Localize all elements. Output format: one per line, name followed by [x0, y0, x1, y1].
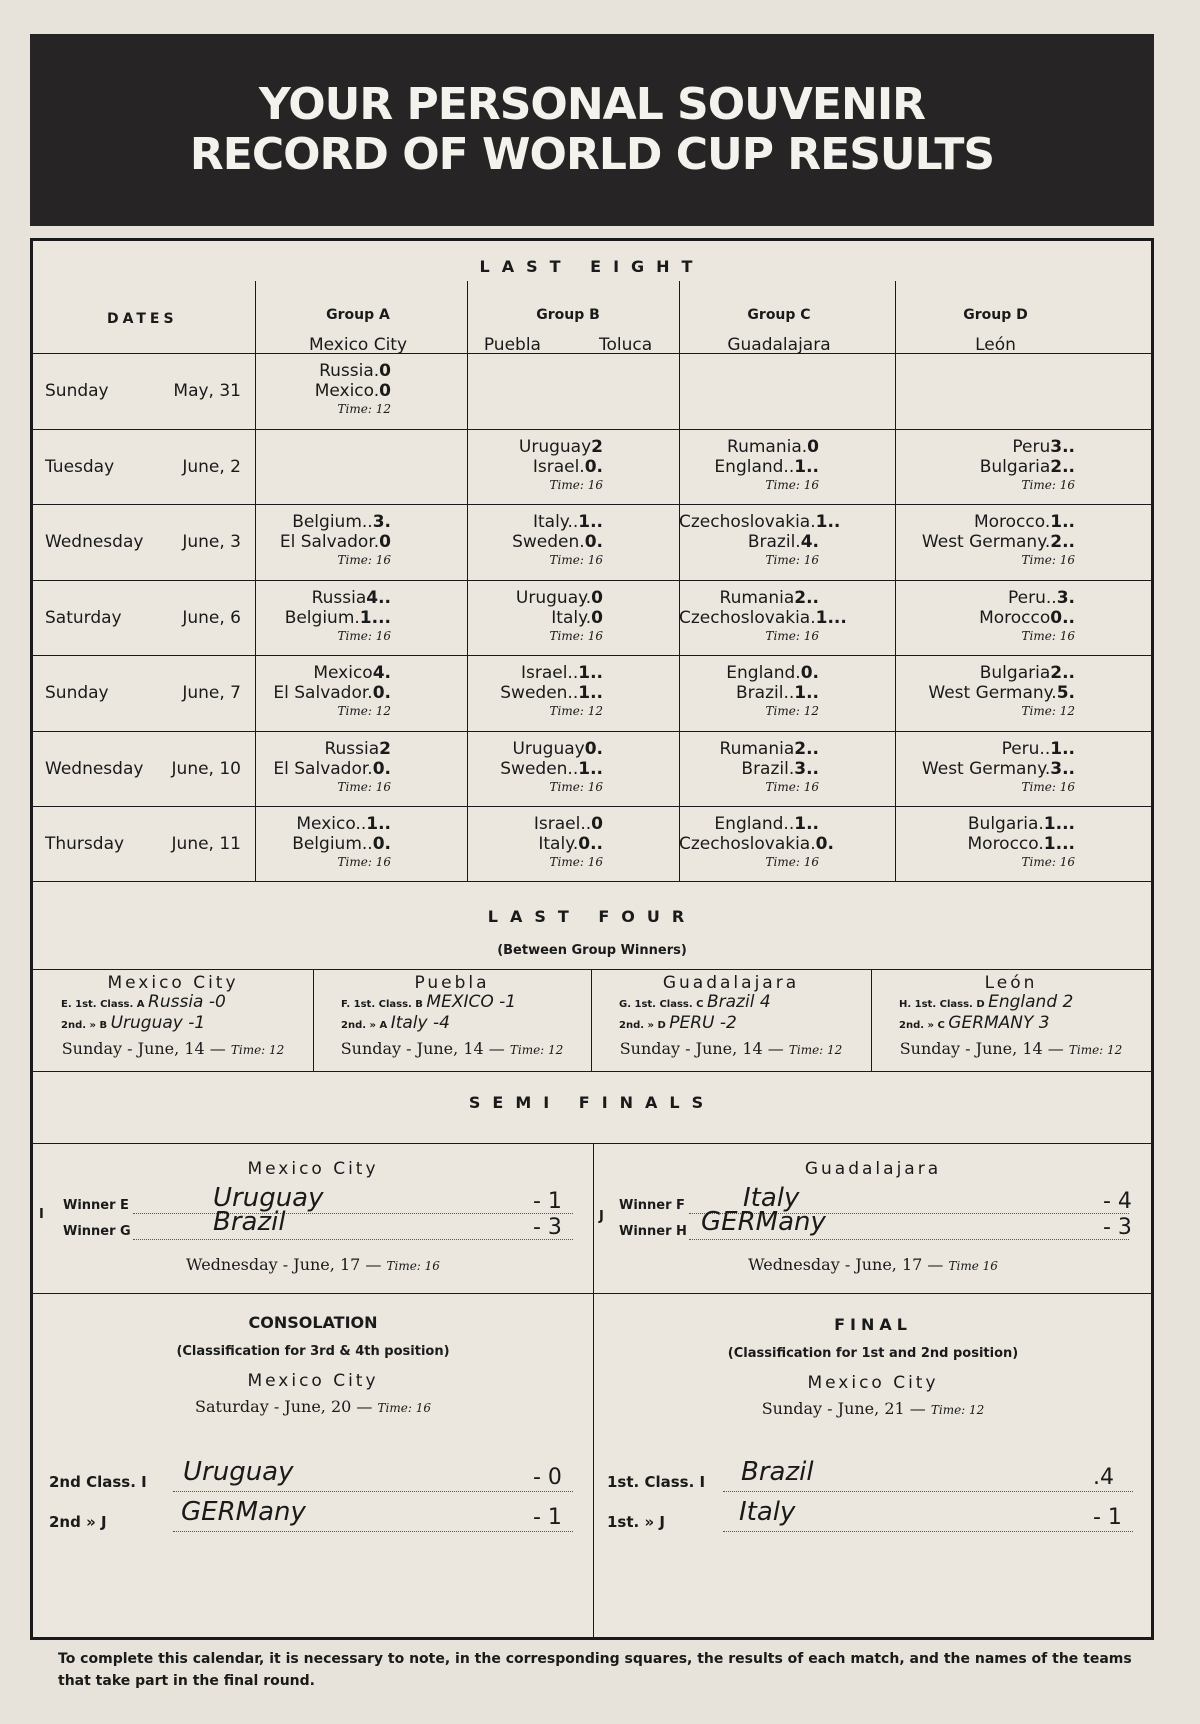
- match-group-b: [467, 814, 603, 870]
- match-time: Time: 16: [337, 553, 391, 567]
- score-1: 1..: [815, 512, 841, 532]
- final-box: FINAL (Classification for 1st and 2nd position) Mexico City Sunday - June, 21 — Time: 12 1st. Class. I Brazil .4 1st. » J Italy - 1: [593, 1293, 1153, 1638]
- match-time: Time: 12: [765, 704, 819, 718]
- score-1: 3.: [372, 512, 391, 532]
- score-1: 0: [807, 436, 819, 457]
- team-2: El Salvador.: [273, 683, 373, 703]
- score-1: 1..: [1050, 738, 1075, 759]
- consolation-date: Saturday - June, 20 — Time: 16: [195, 1397, 431, 1416]
- team-2: Italy.: [551, 607, 592, 628]
- semi-left-city: Mexico City: [247, 1159, 379, 1179]
- last-four-date: Sunday - June, 14 — Time: 12: [619, 1039, 843, 1058]
- score-2: 0..: [578, 834, 603, 854]
- team-2: West Germany.: [921, 532, 1051, 552]
- row-date: June, 11: [171, 834, 241, 854]
- row-date: June, 2: [182, 456, 241, 477]
- row-day: Sunday: [45, 381, 109, 401]
- consolation-row-2-label: 2nd » J: [49, 1513, 107, 1531]
- match-group-b: [467, 588, 603, 644]
- match-time: Time: 16: [1021, 553, 1075, 567]
- title-line-2: RECORD OF WORLD CUP RESULTS: [189, 129, 995, 180]
- team-2: Bulgaria: [979, 456, 1051, 477]
- semi-right-winner-1-label: Winner F: [619, 1198, 685, 1213]
- score-1: 1..: [578, 663, 603, 683]
- score-2: 0: [379, 381, 391, 401]
- match-group-d: [895, 814, 1075, 870]
- score-1: 2..: [794, 587, 819, 608]
- team-2: Brazil.: [747, 532, 801, 552]
- match-group-b: [467, 663, 603, 719]
- team-2: Brazil..: [736, 683, 795, 703]
- row-day: Tuesday: [45, 456, 115, 477]
- consolation-team-1: Uruguay: [183, 1457, 294, 1487]
- score-1: 1..: [1050, 512, 1075, 532]
- row-day: Saturday: [45, 607, 122, 628]
- score-1: 0.: [800, 663, 819, 683]
- semi-left-date: Wednesday - June, 17 — Time: 16: [186, 1255, 440, 1274]
- team-1: Italy..: [532, 512, 579, 532]
- score-1: 1..: [794, 814, 819, 834]
- row-day: Wednesday: [45, 758, 144, 779]
- team-2: Sweden..: [500, 758, 579, 779]
- score-2: 0: [591, 607, 603, 628]
- match-group-d: [895, 512, 1075, 568]
- score-1: 2: [379, 738, 391, 759]
- team-2: Mexico.: [314, 381, 380, 401]
- last-four-box: León H. 1st. Class. D England 2 2nd. » C GERMANY 3 Sunday - June, 14 — Time: 12: [871, 973, 1151, 1058]
- score-1: 2..: [1050, 663, 1075, 683]
- final-date: Sunday - June, 21 — Time: 12: [761, 1399, 985, 1418]
- semi-right-team-1: Italy: [743, 1183, 800, 1213]
- score-2: 2..: [1050, 456, 1075, 477]
- team-1: Bulgaria: [979, 663, 1051, 683]
- team-2: England..: [714, 456, 795, 477]
- score-2: 0.: [584, 456, 603, 477]
- team-1: Uruguay.: [515, 587, 592, 608]
- match-group-d: [895, 663, 1075, 719]
- team-1: Peru: [1012, 436, 1051, 457]
- match-group-a: [255, 588, 391, 644]
- team-1: Rumania: [719, 738, 795, 759]
- match-group-c: [679, 663, 819, 719]
- last-four-team-2: PERU -2: [669, 1013, 737, 1033]
- match-group-a: [255, 663, 391, 719]
- team-1: England.: [726, 663, 801, 683]
- match-group-d: [895, 588, 1075, 644]
- team-2: Czechoslovakia.: [679, 834, 816, 854]
- match-group-d: [895, 437, 1075, 493]
- match-time: Time: 16: [1021, 779, 1075, 794]
- row-day: Sunday: [45, 683, 109, 703]
- match-time: Time: 12: [1021, 704, 1075, 718]
- score-2: 1..: [578, 758, 603, 779]
- team-1: Peru..: [1008, 587, 1057, 608]
- final-row-2-label: 1st. » J: [607, 1513, 665, 1531]
- semi-final-right: Guadalajara J Winner F Italy - 4 Winner H GERMany - 3 Wednesday - June, 17 — Time 16: [593, 1143, 1153, 1293]
- last-four-team-2: GERMANY 3: [948, 1013, 1050, 1033]
- match-time: Time: 16: [765, 855, 819, 869]
- team-2: Brazil.: [741, 758, 795, 779]
- score-2: 1...: [1043, 834, 1075, 854]
- team-1: Uruguay: [512, 738, 585, 759]
- team-2: Italy.: [538, 834, 579, 854]
- score-1: 1..: [578, 512, 603, 532]
- team-1: Rumania.: [727, 436, 808, 457]
- results-sheet: [30, 238, 1154, 1640]
- team-1: Uruguay: [518, 436, 592, 457]
- match-group-a: [255, 361, 391, 417]
- match-time: Time: 16: [1021, 628, 1075, 643]
- team-2: Israel.: [532, 456, 585, 477]
- score-2: 1..: [794, 683, 819, 703]
- score-1: 2: [591, 436, 603, 457]
- team-2: El Salvador.: [279, 532, 380, 552]
- team-1: Bulgaria.: [967, 814, 1044, 834]
- group-c-header: Group C Guadalajara: [727, 307, 831, 355]
- team-2: El Salvador.: [273, 758, 373, 779]
- last-four-box: Guadalajara G. 1st. Class. C Brazil 4 2nd. » D PERU -2 Sunday - June, 14 — Time: 12: [591, 973, 871, 1058]
- team-2: West Germany.: [928, 683, 1057, 703]
- team-1: Russia.: [319, 361, 380, 381]
- score-2: 0.: [584, 532, 603, 552]
- score-2: 0.: [815, 834, 834, 854]
- row-date: June, 10: [171, 758, 241, 779]
- dates-label: DATES: [107, 311, 178, 327]
- match-group-c: [679, 814, 834, 870]
- team-1: Czechoslovakia.: [679, 512, 816, 532]
- score-2: 5.: [1056, 683, 1075, 703]
- score-2: 0.: [372, 758, 391, 779]
- group-d-header: Group D León: [963, 307, 1028, 355]
- score-2: 3..: [1050, 758, 1075, 779]
- score-2: 1...: [815, 607, 847, 628]
- team-1: Rumania: [719, 587, 795, 608]
- match-group-b: [467, 739, 603, 795]
- semi-right-team-2: GERMany: [701, 1207, 826, 1237]
- score-1: 1...: [1043, 814, 1075, 834]
- score-1: 2..: [794, 738, 819, 759]
- match-group-a: [255, 739, 391, 795]
- last-four-team-2: Italy -4: [390, 1013, 450, 1033]
- title-line-1: YOUR PERSONAL SOUVENIR: [258, 79, 926, 130]
- last-four-city: Puebla: [414, 973, 490, 993]
- team-2: Morocco: [979, 607, 1051, 628]
- last-four-box: Puebla F. 1st. Class. B MEXICO -1 2nd. » A Italy -4 Sunday - June, 14 — Time: 12: [313, 973, 591, 1058]
- match-time: Time: 16: [765, 477, 819, 492]
- match-time: Time: 16: [765, 779, 819, 794]
- consolation-team-2: GERMany: [181, 1497, 306, 1527]
- semi-left-team-1: Uruguay: [213, 1183, 324, 1213]
- final-team-2: Italy: [739, 1497, 796, 1527]
- semi-right-date: Wednesday - June, 17 — Time 16: [748, 1255, 998, 1274]
- match-group-a: [255, 512, 391, 568]
- team-1: Mexico..: [296, 814, 367, 834]
- team-1: Mexico: [313, 663, 373, 683]
- score-2: 1..: [578, 683, 603, 703]
- group-a-header: Group A Mexico City: [308, 307, 408, 355]
- team-2: Sweden..: [500, 683, 579, 703]
- consolation-row-1-label: 2nd Class. I: [49, 1473, 147, 1491]
- last-eight-heading: LAST EIGHT: [479, 257, 705, 276]
- team-1: Russia: [324, 738, 380, 759]
- match-time: Time: 16: [1021, 855, 1075, 869]
- match-group-c: [679, 512, 841, 568]
- match-group-b: [467, 512, 603, 568]
- last-four-city: León: [984, 973, 1038, 993]
- team-2: Belgium.: [284, 607, 360, 628]
- match-group-d: [895, 739, 1075, 795]
- semi-left-team-2: Brazil: [213, 1207, 286, 1237]
- score-1: 0: [591, 814, 603, 834]
- team-1: Morocco.: [973, 512, 1051, 532]
- score-1: 0: [379, 361, 391, 381]
- score-2: 3..: [794, 758, 819, 779]
- semi-right-winner-2-label: Winner H: [619, 1224, 687, 1239]
- match-time: Time: 12: [549, 704, 603, 718]
- consolation-city: Mexico City: [247, 1371, 379, 1391]
- score-2: 0..: [1050, 607, 1075, 628]
- semi-right-city: Guadalajara: [804, 1159, 942, 1179]
- score-2: 0: [379, 532, 391, 552]
- row-date: May, 31: [173, 381, 241, 401]
- semi-final-left: Mexico City I Winner E Uruguay - 1 Winner G Brazil - 3 Wednesday - June, 17 — Time: 16: [33, 1143, 593, 1293]
- team-2: Morocco.: [967, 834, 1044, 854]
- score-1: 3..: [1050, 436, 1075, 457]
- consolation-sub: (Classification for 3rd & 4th position): [176, 1344, 450, 1359]
- score-1: 0.: [584, 738, 603, 759]
- match-group-b: [467, 437, 603, 493]
- last-four-date: Sunday - June, 14 — Time: 12: [899, 1039, 1123, 1058]
- title-banner: [30, 34, 1154, 226]
- score-1: 1..: [366, 814, 391, 834]
- last-four-team-1: Russia -0: [148, 992, 226, 1012]
- last-four-team-1: England 2: [988, 992, 1074, 1012]
- row-date: June, 3: [182, 532, 241, 552]
- team-2: Czechoslovakia.: [679, 607, 816, 628]
- consolation-heading: CONSOLATION: [248, 1313, 378, 1332]
- consolation-box: CONSOLATION (Classification for 3rd & 4th position) Mexico City Saturday - June, 20 — Time: 16 2nd Class. I Uruguay - 0 2nd » J GERMany - 1: [33, 1293, 593, 1638]
- match-time: Time: 12: [337, 402, 391, 416]
- row-date: June, 6: [182, 607, 241, 628]
- score-1: 4.: [372, 663, 391, 683]
- team-1: England..: [714, 814, 795, 834]
- match-time: Time: 16: [337, 779, 391, 794]
- row-day: Wednesday: [45, 532, 144, 552]
- team-1: Russia: [311, 587, 367, 608]
- team-1: Israel..: [520, 663, 579, 683]
- match-time: Time: 16: [765, 553, 819, 567]
- match-time: Time: 16: [549, 477, 603, 492]
- semi-finals-heading: SEMI FINALS: [468, 1093, 716, 1112]
- team-2: West Germany.: [921, 758, 1051, 779]
- last-four-city: Guadalajara: [662, 973, 800, 993]
- match-group-a: [255, 814, 391, 870]
- score-2: 1..: [794, 456, 819, 477]
- semi-left-winner-1-label: Winner E: [63, 1198, 129, 1213]
- match-group-c: [679, 437, 819, 493]
- match-time: Time: 16: [337, 855, 391, 869]
- last-four-team-1: MEXICO -1: [426, 992, 517, 1012]
- match-time: Time: 16: [549, 628, 603, 643]
- match-group-c: [679, 739, 819, 795]
- final-team-1: Brazil: [741, 1457, 814, 1487]
- last-four-subheading: (Between Group Winners): [497, 943, 687, 958]
- match-time: Time: 16: [549, 855, 603, 869]
- team-2: Sweden.: [512, 532, 585, 552]
- score-2: 2..: [1050, 532, 1075, 552]
- last-four-heading: LAST FOUR: [487, 907, 697, 926]
- final-row-1-label: 1st. Class. I: [607, 1473, 706, 1491]
- match-time: Time: 16: [549, 553, 603, 567]
- match-group-c: [679, 587, 847, 644]
- last-four-team-1: Brazil 4: [706, 992, 771, 1012]
- match-time: Time: 16: [549, 779, 603, 794]
- final-heading: FINAL: [834, 1315, 912, 1334]
- row-date: June, 7: [182, 683, 241, 703]
- team-1: Israel..: [533, 814, 592, 834]
- last-four-box: Mexico City E. 1st. Class. A Russia -0 2nd. » B Uruguay -1 Sunday - June, 14 — Time: 12: [33, 973, 313, 1058]
- last-four-date: Sunday - June, 14 — Time: 12: [340, 1039, 564, 1058]
- team-1: Peru..: [1001, 738, 1051, 759]
- last-four-date: Sunday - June, 14 — Time: 12: [61, 1039, 285, 1058]
- group-b-header: Group B Puebla Toluca: [483, 307, 653, 355]
- semi-left-winner-2-label: Winner G: [63, 1224, 131, 1239]
- final-city: Mexico City: [807, 1373, 939, 1393]
- score-2: 4.: [800, 532, 819, 552]
- score-1: 4..: [366, 587, 391, 608]
- footnote: To complete this calendar, it is necessary to note, in the corresponding squares, the results of each match, and the names of the teams that take part in the final round.: [58, 1651, 1132, 1689]
- row-day: Thursday: [45, 834, 125, 854]
- match-time: Time: 12: [337, 704, 391, 718]
- score-2: 0.: [372, 683, 391, 703]
- team-2: Belgium..: [292, 834, 373, 854]
- match-time: Time: 16: [1021, 477, 1075, 492]
- final-sub: (Classification for 1st and 2nd position): [727, 1346, 1019, 1361]
- score-1: 3.: [1056, 587, 1075, 608]
- score-2: 0.: [372, 834, 391, 854]
- score-1: 0: [591, 587, 603, 608]
- last-four-city: Mexico City: [107, 973, 239, 993]
- team-1: Belgium..: [292, 512, 373, 532]
- match-time: Time: 16: [337, 628, 391, 643]
- last-four-team-2: Uruguay -1: [110, 1013, 206, 1033]
- match-time: Time: 16: [765, 628, 819, 643]
- score-2: 1...: [359, 607, 391, 628]
